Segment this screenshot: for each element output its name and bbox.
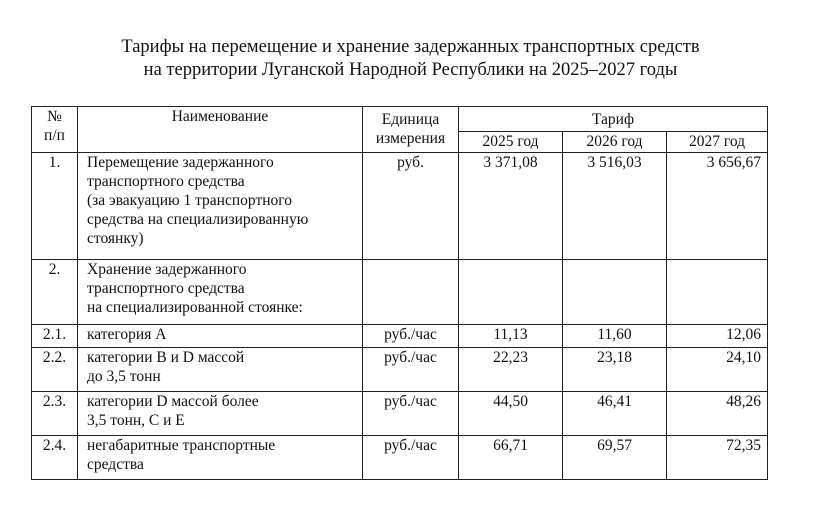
- row-name: Хранение задержанного транспортного средства на специализированной стоянке:: [78, 260, 363, 325]
- row-name: категории В и D массой до 3,5 тонн: [78, 348, 363, 392]
- row-value-2025: 11,13: [459, 325, 563, 348]
- table-row: [32, 348, 768, 392]
- title-line-2: на территории Луганской Народной Республики на 2025–2027 годы: [143, 60, 678, 80]
- row-value-2026: 23,18: [563, 348, 667, 392]
- row-value-2027: [667, 260, 768, 325]
- header-name: Наименование: [78, 107, 363, 153]
- document-title: [0, 36, 821, 82]
- row-num: 1.: [32, 153, 78, 260]
- header-unit: [363, 107, 459, 153]
- row-value-2027: 72,35: [667, 436, 768, 480]
- row-unit: руб.: [363, 153, 459, 260]
- row-name: негабаритные транспортные средства: [78, 436, 363, 480]
- header-year-2027: 2027 год: [667, 132, 768, 153]
- header-year-2026: 2026 год: [563, 132, 667, 153]
- row-name: Перемещение задержанного транспортного средства (за эвакуацию 1 транспортного средства на специализированную стоянку): [78, 153, 363, 260]
- row-unit: руб./час: [363, 392, 459, 436]
- row-unit: руб./час: [363, 325, 459, 348]
- table-row: [32, 153, 768, 260]
- row-value-2027: 24,10: [667, 348, 768, 392]
- title-line-1: Тарифы на перемещение и хранение задержанных транспортных средств: [121, 37, 700, 57]
- header-year-2025: 2025 год: [459, 132, 563, 153]
- header-unit-line1: Единица: [381, 111, 440, 128]
- row-name: категории D массой более 3,5 тонн, С и Е: [78, 392, 363, 436]
- row-value-2026: 11,60: [563, 325, 667, 348]
- row-name: категория А: [78, 325, 363, 348]
- row-num: 2.2.: [32, 348, 78, 392]
- table-row: [32, 325, 768, 348]
- header-num-line2: п/п: [44, 127, 65, 144]
- row-value-2027: 3 656,67: [667, 153, 768, 260]
- row-value-2026: 69,57: [563, 436, 667, 480]
- row-value-2027: 48,26: [667, 392, 768, 436]
- row-value-2025: [459, 260, 563, 325]
- row-num: 2.: [32, 260, 78, 325]
- row-unit: руб./час: [363, 348, 459, 392]
- row-value-2026: 3 516,03: [563, 153, 667, 260]
- row-value-2026: 46,41: [563, 392, 667, 436]
- header-num-line1: №: [47, 108, 62, 125]
- row-num: 2.3.: [32, 392, 78, 436]
- header-num: [32, 107, 78, 153]
- row-num: 2.4.: [32, 436, 78, 480]
- table-row: [32, 436, 768, 480]
- header-tariff: Тариф: [459, 107, 768, 132]
- tariff-table: [31, 106, 768, 480]
- table-row: [32, 260, 768, 325]
- row-value-2025: 22,23: [459, 348, 563, 392]
- header-row-1: [32, 107, 768, 132]
- row-unit: [363, 260, 459, 325]
- header-unit-line2: измерения: [375, 130, 446, 147]
- table-row: [32, 392, 768, 436]
- row-value-2025: 66,71: [459, 436, 563, 480]
- row-num: 2.1.: [32, 325, 78, 348]
- row-unit: руб./час: [363, 436, 459, 480]
- row-value-2025: 3 371,08: [459, 153, 563, 260]
- row-value-2026: [563, 260, 667, 325]
- row-value-2027: 12,06: [667, 325, 768, 348]
- row-value-2025: 44,50: [459, 392, 563, 436]
